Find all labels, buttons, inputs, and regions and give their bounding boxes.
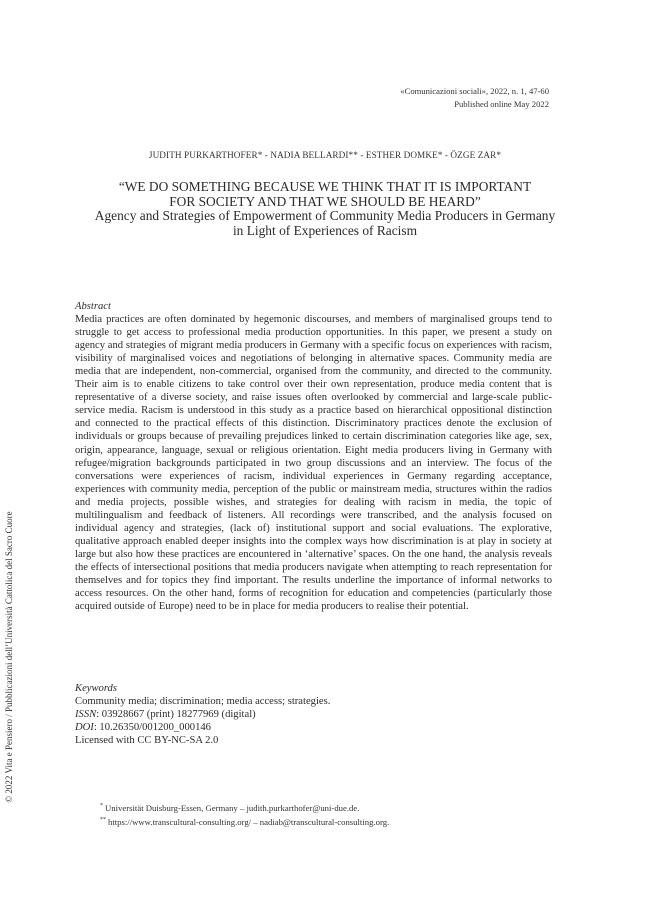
keywords-heading: Keywords: [75, 683, 117, 694]
footnote-1-mark: *: [100, 803, 103, 809]
copyright-notice: © 2022 Vita e Pensiero / Pubblicazioni dell’Università Cattolica del Sacro Cuore: [4, 511, 14, 803]
title-line-2: FOR SOCIETY AND THAT WE SHOULD BE HEARD”: [169, 193, 481, 209]
author-list: JUDITH PURKARTHOFER* - NADIA BELLARDI** - ESTHER DOMKE* - ÖZGE ZAR*: [148, 150, 502, 160]
footnote-2-text: https://www.transcultural-consulting.org/ – nadiab@transcultural-consulting.org.: [108, 817, 390, 827]
footnote-1-text: Universität Duisburg-Essen, Germany – judith.purkarthofer@uni-due.de.: [105, 803, 360, 813]
doi-line: [75, 721, 552, 734]
footnotes: [100, 800, 560, 828]
journal-header: [289, 85, 549, 110]
doi-label: DOI: [75, 722, 94, 734]
side-margin: [2, 452, 16, 862]
keywords-section: [75, 682, 552, 747]
subtitle-line-2: in Light of Experiences of Racism: [232, 222, 418, 238]
footnote-1: [100, 800, 560, 814]
issn-label: ISSN: [75, 709, 97, 721]
abstract-section: [75, 300, 552, 613]
keywords-list: Community media; discrimination; media access; strategies.: [75, 696, 331, 708]
publication-date: Published online May 2022: [454, 98, 549, 109]
title-line-1: “WE DO SOMETHING BECAUSE WE THINK THAT IT IS IMPORTANT: [118, 179, 532, 194]
article-title: [0, 180, 650, 238]
journal-reference: «Comunicazioni sociali», 2022, n. 1, 47-60: [400, 86, 549, 96]
issn-line: [75, 708, 552, 721]
issn-value: : 03928667 (print) 18277969 (digital): [96, 709, 256, 721]
abstract-heading: Abstract: [75, 301, 111, 312]
subtitle-line-1: Agency and Strategies of Empowerment of Community Media Producers in Germany: [94, 208, 556, 224]
abstract-text: Media practices are often dominated by hegemonic discourses, and members of marginalised groups tend to struggle to get access to professional media production opportunities. In this paper, we present a study on agency and strategies of migrant media producers in Germany with a specific focus on experiences with racism, visibility of marginalised voices and negotiations of belonging in alternative spaces. Community media are media that are independent, non-commercial, organised from the community, and directed to the community. Their aim is to enable citizens to take control over their own representation, produce media content that is representative of a diverse society, and raise issues often overlooked by commercial and large-scale public-service media. Racism is understood in this study as a practice based on hierarchical oppositional distinction and connected to the practical effects of this distinction. Discriminatory practices denote the exclusion of individuals or groups because of prevailing prejudices linked to certain discrimination categories like age, sex, origin, appearance, language, sexual or religious orientation. Eight media producers living in Germany with refugee/migration backgrounds participated in two group discussions and an interview. The focus of the conversations were experiences of racism, individual experiences in Germany regarding acceptance, experiences with community media, perception of the public or mainstream media, structures within the radios and media projects, possible wishes, and strategies for dealing with racism in media, the topic of multilingualism and feedback of listeners. All recordings were transcribed, and the analysis focused on individual agency and strategies, (lack of) institutional support and social evaluations. The explorative, qualitative approach enabled deeper insights into the complex ways how discrimination is at play in society at large but also how these practices are encountered in ‘alternative’ spaces. On the one hand, the analysis reveals the effects of intersectional positions that media producers navigate when attempting to reach representation for themselves and for topics they find important. The results underline the importance of informal networks to access resources. On the other hand, forms of recognition for education and competencies (particularly those acquired outside of Europe) need to be in place for media producers to realise their potential.: [75, 314, 552, 613]
footnote-2-mark: **: [100, 817, 106, 823]
footnote-2: [100, 814, 560, 828]
doi-value: : 10.26350/001200_000146: [93, 722, 211, 734]
license-line: Licensed with CC BY-NC-SA 2.0: [75, 735, 219, 747]
